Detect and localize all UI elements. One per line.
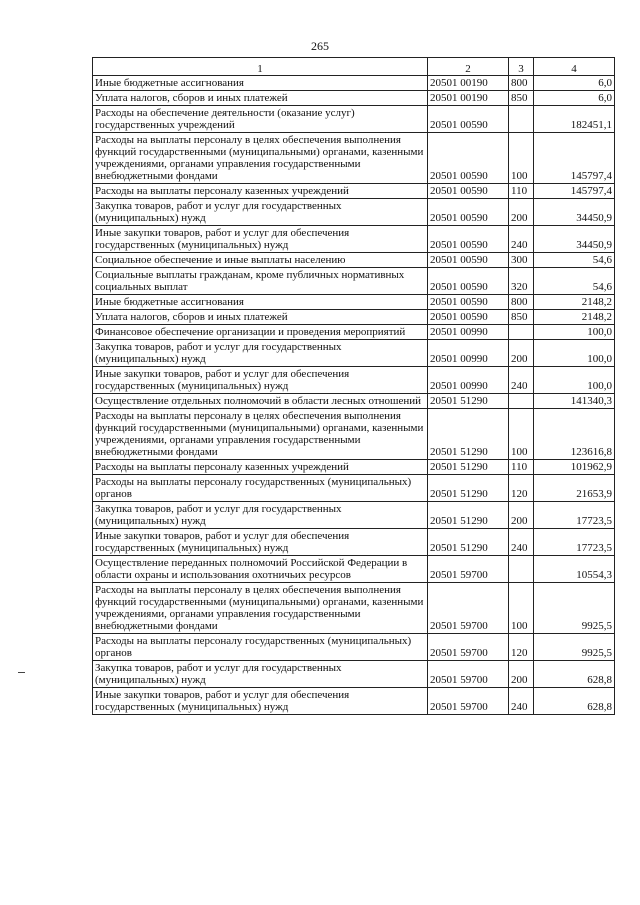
column-header-name: 1 (93, 58, 428, 76)
row-expense-type: 240 (509, 529, 534, 556)
table-row (93, 106, 615, 133)
row-sum: 100,0 (534, 325, 615, 340)
row-code: 20501 00990 (428, 367, 509, 394)
row-expense-type (509, 394, 534, 409)
row-sum: 9925,5 (534, 583, 615, 634)
row-expense-type: 240 (509, 226, 534, 253)
row-sum: 145797,4 (534, 184, 615, 199)
row-code: 20501 59700 (428, 661, 509, 688)
row-expense-type: 200 (509, 199, 534, 226)
row-name: Иные закупки товаров, работ и услуг для обеспечения государственных (муниципальных) нужд (93, 367, 428, 394)
table-row (93, 688, 615, 715)
table-row (93, 340, 615, 367)
row-sum: 141340,3 (534, 394, 615, 409)
row-expense-type: 200 (509, 502, 534, 529)
table-row (93, 409, 615, 460)
table-row (93, 556, 615, 583)
budget-table (92, 57, 615, 715)
row-sum: 9925,5 (534, 634, 615, 661)
table-row (93, 394, 615, 409)
row-name: Социальные выплаты гражданам, кроме публичных нормативных социальных выплат (93, 268, 428, 295)
row-name: Иные закупки товаров, работ и услуг для обеспечения государственных (муниципальных) нужд (93, 688, 428, 715)
row-expense-type: 800 (509, 295, 534, 310)
row-sum: 100,0 (534, 340, 615, 367)
row-code: 20501 59700 (428, 634, 509, 661)
row-expense-type (509, 106, 534, 133)
row-code: 20501 00590 (428, 199, 509, 226)
row-code: 20501 00590 (428, 184, 509, 199)
row-code: 20501 00990 (428, 325, 509, 340)
row-expense-type: 120 (509, 475, 534, 502)
row-expense-type: 240 (509, 367, 534, 394)
row-sum: 17723,5 (534, 529, 615, 556)
row-code: 20501 00190 (428, 76, 509, 91)
row-code: 20501 51290 (428, 394, 509, 409)
row-expense-type: 100 (509, 409, 534, 460)
row-code: 20501 00190 (428, 91, 509, 106)
row-name: Финансовое обеспечение организации и проведения мероприятий (93, 325, 428, 340)
table-row (93, 661, 615, 688)
row-sum: 34450,9 (534, 226, 615, 253)
row-name: Расходы на выплаты персоналу государственных (муниципальных) органов (93, 634, 428, 661)
row-name: Иные закупки товаров, работ и услуг для обеспечения государственных (муниципальных) нужд (93, 529, 428, 556)
row-sum: 101962,9 (534, 460, 615, 475)
table-row (93, 634, 615, 661)
table-row (93, 184, 615, 199)
row-sum: 628,8 (534, 688, 615, 715)
row-code: 20501 00590 (428, 253, 509, 268)
row-name: Уплата налогов, сборов и иных платежей (93, 310, 428, 325)
row-expense-type: 100 (509, 583, 534, 634)
row-expense-type: 100 (509, 133, 534, 184)
row-sum: 6,0 (534, 76, 615, 91)
row-sum: 21653,9 (534, 475, 615, 502)
row-expense-type: 320 (509, 268, 534, 295)
row-name: Расходы на выплаты персоналу казенных учреждений (93, 184, 428, 199)
row-code: 20501 51290 (428, 475, 509, 502)
row-name: Иные бюджетные ассигнования (93, 76, 428, 91)
row-expense-type: 110 (509, 460, 534, 475)
column-header-sum: 4 (534, 58, 615, 76)
table-row (93, 226, 615, 253)
row-sum: 10554,3 (534, 556, 615, 583)
row-code: 20501 59700 (428, 583, 509, 634)
row-expense-type: 200 (509, 661, 534, 688)
row-name: Расходы на выплаты персоналу в целях обеспечения выполнения функций государственными (муниципальными) органами, казенными учреждениями, органами управления государственными внебюджетными фондами (93, 133, 428, 184)
table-row (93, 475, 615, 502)
row-code: 20501 51290 (428, 409, 509, 460)
row-sum: 6,0 (534, 91, 615, 106)
row-name: Осуществление переданных полномочий Российской Федерации в области охраны и использования охотничьих ресурсов (93, 556, 428, 583)
row-code: 20501 51290 (428, 529, 509, 556)
row-sum: 2148,2 (534, 295, 615, 310)
row-name: Закупка товаров, работ и услуг для государственных (муниципальных) нужд (93, 340, 428, 367)
row-expense-type: 800 (509, 76, 534, 91)
row-expense-type: 120 (509, 634, 534, 661)
row-expense-type: 240 (509, 688, 534, 715)
table-row (93, 310, 615, 325)
page-number: 265 (311, 39, 329, 53)
row-name: Расходы на выплаты персоналу в целях обеспечения выполнения функций государственными (муниципальными) органами, казенными учреждениями, органами управления государственными внебюджетными фондами (93, 409, 428, 460)
row-code: 20501 59700 (428, 556, 509, 583)
header-row (93, 58, 615, 76)
table-body (93, 76, 615, 715)
row-expense-type (509, 556, 534, 583)
table-row (93, 253, 615, 268)
row-name: Иные бюджетные ассигнования (93, 295, 428, 310)
row-sum: 34450,9 (534, 199, 615, 226)
row-name: Иные закупки товаров, работ и услуг для обеспечения государственных (муниципальных) нужд (93, 226, 428, 253)
row-expense-type: 850 (509, 91, 534, 106)
row-code: 20501 00990 (428, 340, 509, 367)
table-row (93, 502, 615, 529)
row-name: Расходы на выплаты персоналу в целях обеспечения выполнения функций государственными (муниципальными) органами, казенными учреждениями, органами управления государственными внебюджетными фондами (93, 583, 428, 634)
row-code: 20501 00590 (428, 268, 509, 295)
table-row (93, 76, 615, 91)
row-name: Расходы на выплаты персоналу казенных учреждений (93, 460, 428, 475)
table-row (93, 199, 615, 226)
table-row (93, 325, 615, 340)
row-name: Уплата налогов, сборов и иных платежей (93, 91, 428, 106)
row-name: Закупка товаров, работ и услуг для государственных (муниципальных) нужд (93, 199, 428, 226)
row-code: 20501 00590 (428, 295, 509, 310)
table-row (93, 367, 615, 394)
row-name: Социальное обеспечение и иные выплаты населению (93, 253, 428, 268)
table-row (93, 91, 615, 106)
row-code: 20501 00590 (428, 133, 509, 184)
row-name: Закупка товаров, работ и услуг для государственных (муниципальных) нужд (93, 661, 428, 688)
row-code: 20501 00590 (428, 310, 509, 325)
row-expense-type: 300 (509, 253, 534, 268)
table-header (93, 58, 615, 76)
row-code: 20501 00590 (428, 226, 509, 253)
table-row (93, 133, 615, 184)
row-expense-type: 110 (509, 184, 534, 199)
row-name: Расходы на обеспечение деятельности (оказание услуг) государственных учреждений (93, 106, 428, 133)
row-code: 20501 59700 (428, 688, 509, 715)
table-row (93, 529, 615, 556)
table-row (93, 268, 615, 295)
row-sum: 123616,8 (534, 409, 615, 460)
row-sum: 145797,4 (534, 133, 615, 184)
row-code: 20501 51290 (428, 502, 509, 529)
column-header-type: 3 (509, 58, 534, 76)
row-code: 20501 00590 (428, 106, 509, 133)
row-sum: 17723,5 (534, 502, 615, 529)
row-sum: 54,6 (534, 253, 615, 268)
row-sum: 100,0 (534, 367, 615, 394)
row-name: Закупка товаров, работ и услуг для государственных (муниципальных) нужд (93, 502, 428, 529)
row-expense-type: 850 (509, 310, 534, 325)
column-header-code: 2 (428, 58, 509, 76)
table-row (93, 583, 615, 634)
margin-mark (18, 672, 25, 673)
row-name: Расходы на выплаты персоналу государственных (муниципальных) органов (93, 475, 428, 502)
row-sum: 182451,1 (534, 106, 615, 133)
table-row (93, 460, 615, 475)
table-row (93, 295, 615, 310)
row-code: 20501 51290 (428, 460, 509, 475)
row-sum: 2148,2 (534, 310, 615, 325)
row-expense-type (509, 325, 534, 340)
row-name: Осуществление отдельных полномочий в области лесных отношений (93, 394, 428, 409)
row-sum: 628,8 (534, 661, 615, 688)
row-expense-type: 200 (509, 340, 534, 367)
row-sum: 54,6 (534, 268, 615, 295)
